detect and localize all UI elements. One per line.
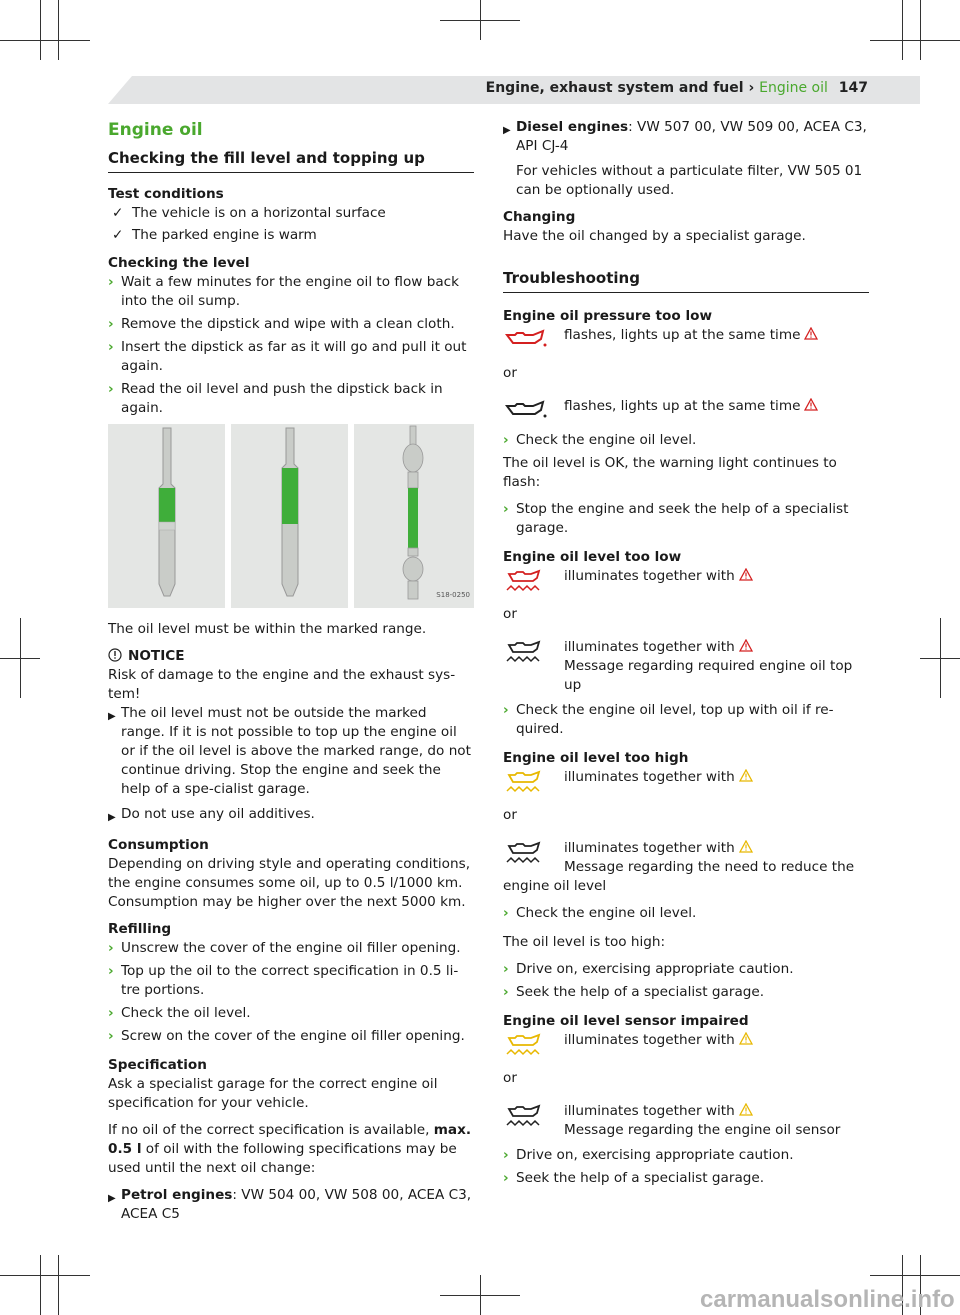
crop-mark bbox=[940, 618, 941, 698]
triangle-bullet-icon: ▶ bbox=[108, 1193, 116, 1204]
chevron-icon: › bbox=[503, 984, 509, 1000]
warning-row: illuminates together with bbox=[503, 768, 869, 796]
notice-heading: NOTICE bbox=[108, 647, 474, 666]
warning-triangle-red-icon bbox=[804, 398, 818, 411]
specification-text: Ask a specialist garage for the correct engine oil specification for your vehicle. bbox=[108, 1076, 438, 1111]
warning-triangle-yellow-icon bbox=[739, 769, 753, 782]
or-text: or bbox=[503, 1070, 517, 1086]
chevron-icon: › bbox=[108, 339, 114, 355]
crop-mark bbox=[870, 40, 960, 41]
pressure-heading: Engine oil pressure too low bbox=[503, 308, 713, 324]
oil-level-red-icon bbox=[503, 568, 549, 596]
warning-row: flashes, lights up at the same time bbox=[503, 326, 869, 354]
oil-can-icon bbox=[503, 398, 549, 420]
message-text: Message regarding required engine oil top up bbox=[564, 658, 853, 693]
warning-triangle-yellow-icon bbox=[739, 840, 753, 853]
specification-fallback: If no oil of the correct specification is available, max. 0.5 l of oil with the following specifications may be used until the next oil change: bbox=[108, 1122, 472, 1176]
chevron-icon: › bbox=[503, 702, 509, 718]
high-heading: Engine oil level too high bbox=[503, 750, 689, 766]
dipstick-panel bbox=[108, 424, 225, 608]
chevron-icon: › bbox=[503, 961, 509, 977]
step-item: › Remove the dipstick and wipe with a clean cloth. bbox=[108, 316, 455, 332]
oil-level-yellow-icon bbox=[503, 1032, 549, 1060]
crop-mark bbox=[480, 1275, 481, 1315]
dipstick-flat-icon bbox=[231, 424, 348, 608]
message-text-cont: engine oil level bbox=[503, 878, 607, 894]
warning-triangle-red-icon bbox=[739, 639, 753, 652]
step-item: › Top up the oil to the correct specification in 0.5 li-tre portions. bbox=[108, 963, 459, 998]
warning-triangle-red-icon bbox=[739, 568, 753, 581]
changing-text: Have the oil changed by a specialist garage. bbox=[503, 228, 806, 244]
notice-text: Risk of damage to the engine and the exhaust sys-tem! bbox=[108, 667, 456, 702]
step-item: › Seek the help of a specialist garage. bbox=[503, 1170, 765, 1186]
header-section: Engine oil bbox=[759, 80, 828, 96]
oil-can-red-icon bbox=[503, 327, 549, 349]
triangle-bullet-icon: ▶ bbox=[108, 812, 116, 823]
warning-row: illuminates together with Message regarding the engine oil sensor bbox=[503, 1102, 869, 1140]
warning-row: illuminates together with bbox=[503, 567, 869, 595]
left-column bbox=[108, 118, 474, 1230]
chevron-icon: › bbox=[108, 381, 114, 397]
specification-heading: Specification bbox=[108, 1057, 207, 1073]
subsection-title: Checking the fill level and topping up bbox=[108, 148, 474, 173]
chevron-icon: › bbox=[503, 905, 509, 921]
oil-level-icon bbox=[503, 840, 549, 868]
chevron-icon: › bbox=[503, 1170, 509, 1186]
warning-triangle-yellow-icon bbox=[739, 1032, 753, 1045]
step-item: › Check the oil level. bbox=[108, 1005, 251, 1021]
step-item: › Check the engine oil level. bbox=[503, 432, 697, 448]
crop-mark bbox=[920, 0, 921, 60]
dipstick-panel bbox=[231, 424, 348, 608]
crop-mark bbox=[58, 1255, 59, 1315]
sensor-heading: Engine oil level sensor impaired bbox=[503, 1013, 749, 1029]
chevron-icon: › bbox=[108, 274, 114, 290]
oil-level-icon bbox=[503, 639, 549, 667]
step-item: › Insert the dipstick as far as it will go and pull it out again. bbox=[108, 339, 467, 374]
range-text: The oil level must be within the marked range. bbox=[108, 621, 427, 637]
crop-mark bbox=[480, 0, 481, 40]
chevron-icon: › bbox=[108, 940, 114, 956]
crop-mark bbox=[20, 618, 21, 698]
condition-item: ✓ The vehicle is on a horizontal surface bbox=[108, 204, 474, 223]
checking-heading: Checking the level bbox=[108, 255, 250, 271]
header-chapter: Engine, exhaust system and fuel bbox=[485, 80, 744, 96]
watermark: carmanualsonline.info bbox=[700, 1286, 955, 1313]
changing-heading: Changing bbox=[503, 209, 576, 225]
chevron-icon: › bbox=[108, 1028, 114, 1044]
ok-text: The oil level is OK, the warning light continues to flash: bbox=[503, 455, 837, 490]
warning-row: flashes, lights up at the same time bbox=[503, 397, 869, 425]
oil-level-yellow-icon bbox=[503, 769, 549, 797]
troubleshooting-heading: Troubleshooting bbox=[503, 268, 869, 293]
step-item: › Screw on the cover of the engine oil filler opening. bbox=[108, 1028, 465, 1044]
right-column bbox=[503, 118, 869, 1192]
or-text: or bbox=[503, 606, 517, 622]
info-circle-icon bbox=[108, 648, 122, 662]
chevron-icon: › bbox=[503, 432, 509, 448]
crop-mark bbox=[870, 1275, 960, 1276]
chevron-icon: › bbox=[503, 1147, 509, 1163]
step-item: › Check the engine oil level. bbox=[503, 905, 697, 921]
warning-row: illuminates together with Message regarding the need to reduce the bbox=[503, 839, 869, 877]
dipstick-round-icon bbox=[354, 424, 474, 608]
consumption-text: Depending on driving style and operating conditions, the engine consumes some oil, up to 0.5 l/1000 km. Consumption may be higher over the next 5000 km. bbox=[108, 856, 471, 910]
chevron-icon: › bbox=[108, 963, 114, 979]
dipstick-panel bbox=[354, 424, 474, 608]
consumption-heading: Consumption bbox=[108, 837, 209, 853]
header-separator: › bbox=[748, 80, 755, 96]
triangle-bullet-icon: ▶ bbox=[503, 125, 511, 136]
condition-item: ✓ The parked engine is warm bbox=[108, 226, 474, 245]
crop-mark bbox=[40, 0, 41, 60]
message-text: Message regarding the engine oil sensor bbox=[564, 1122, 841, 1138]
notice-item: ▶ Do not use any oil additives. bbox=[108, 805, 474, 824]
section-title: Engine oil bbox=[108, 120, 203, 140]
step-item: › Drive on, exercising appropriate caution. bbox=[503, 961, 794, 977]
refilling-heading: Refilling bbox=[108, 921, 172, 937]
chevron-icon: › bbox=[108, 316, 114, 332]
step-item: › Stop the engine and seek the help of a specialist garage. bbox=[503, 501, 849, 536]
step-item: › Wait a few minutes for the engine oil to flow back into the oil sump. bbox=[108, 274, 460, 309]
notice-item: ▶ The oil level must not be outside the marked range. If it is not possible to top up the engine oil or if the oil level is above the marked range, do not continue driving. Stop the engine and seek the help of a spe-cialist garage. bbox=[108, 705, 471, 797]
triangle-bullet-icon: ▶ bbox=[108, 711, 116, 722]
or-text: or bbox=[503, 807, 517, 823]
diesel-spec: ▶ Diesel engines: VW 507 00, VW 509 00, ACEA C3, API CJ-4 bbox=[503, 119, 867, 154]
step-item: › Read the oil level and push the dipstick back in again. bbox=[108, 381, 443, 416]
dipstick-flat-icon bbox=[108, 424, 225, 608]
crop-mark bbox=[0, 40, 90, 41]
figure-code: S18-0250 bbox=[436, 591, 470, 599]
low-heading: Engine oil level too low bbox=[503, 549, 682, 565]
warning-triangle-red-icon bbox=[804, 327, 818, 340]
warning-row: illuminates together with bbox=[503, 1031, 869, 1059]
crop-mark bbox=[58, 0, 59, 60]
diesel-note: For vehicles without a particulate filter, VW 505 01 can be optionally used. bbox=[516, 163, 863, 198]
crop-mark bbox=[0, 1275, 90, 1276]
step-item: › Seek the help of a specialist garage. bbox=[503, 984, 765, 1000]
dipstick-figure bbox=[108, 424, 474, 608]
warning-triangle-yellow-icon bbox=[739, 1103, 753, 1116]
test-conditions-heading: Test conditions bbox=[108, 186, 224, 202]
step-item: › Check the engine oil level, top up with oil if re-quired. bbox=[503, 702, 834, 737]
message-text: Message regarding the need to reduce the bbox=[564, 859, 855, 875]
oil-level-icon bbox=[503, 1103, 549, 1131]
running-header bbox=[486, 80, 868, 96]
warning-row: illuminates together with Message regarding required engine oil top up bbox=[503, 638, 869, 695]
chevron-icon: › bbox=[503, 501, 509, 517]
step-item: › Unscrew the cover of the engine oil filler opening. bbox=[108, 940, 461, 956]
chevron-icon: › bbox=[108, 1005, 114, 1021]
too-high-text: The oil level is too high: bbox=[503, 934, 666, 950]
petrol-spec: ▶ Petrol engines: VW 504 00, VW 508 00, ACEA C3, ACEA C5 bbox=[108, 1187, 472, 1222]
step-item: › Drive on, exercising appropriate caution. bbox=[503, 1147, 794, 1163]
crop-mark bbox=[902, 0, 903, 60]
page-number: 147 bbox=[838, 80, 868, 96]
or-text: or bbox=[503, 365, 517, 381]
crop-mark bbox=[40, 1255, 41, 1315]
